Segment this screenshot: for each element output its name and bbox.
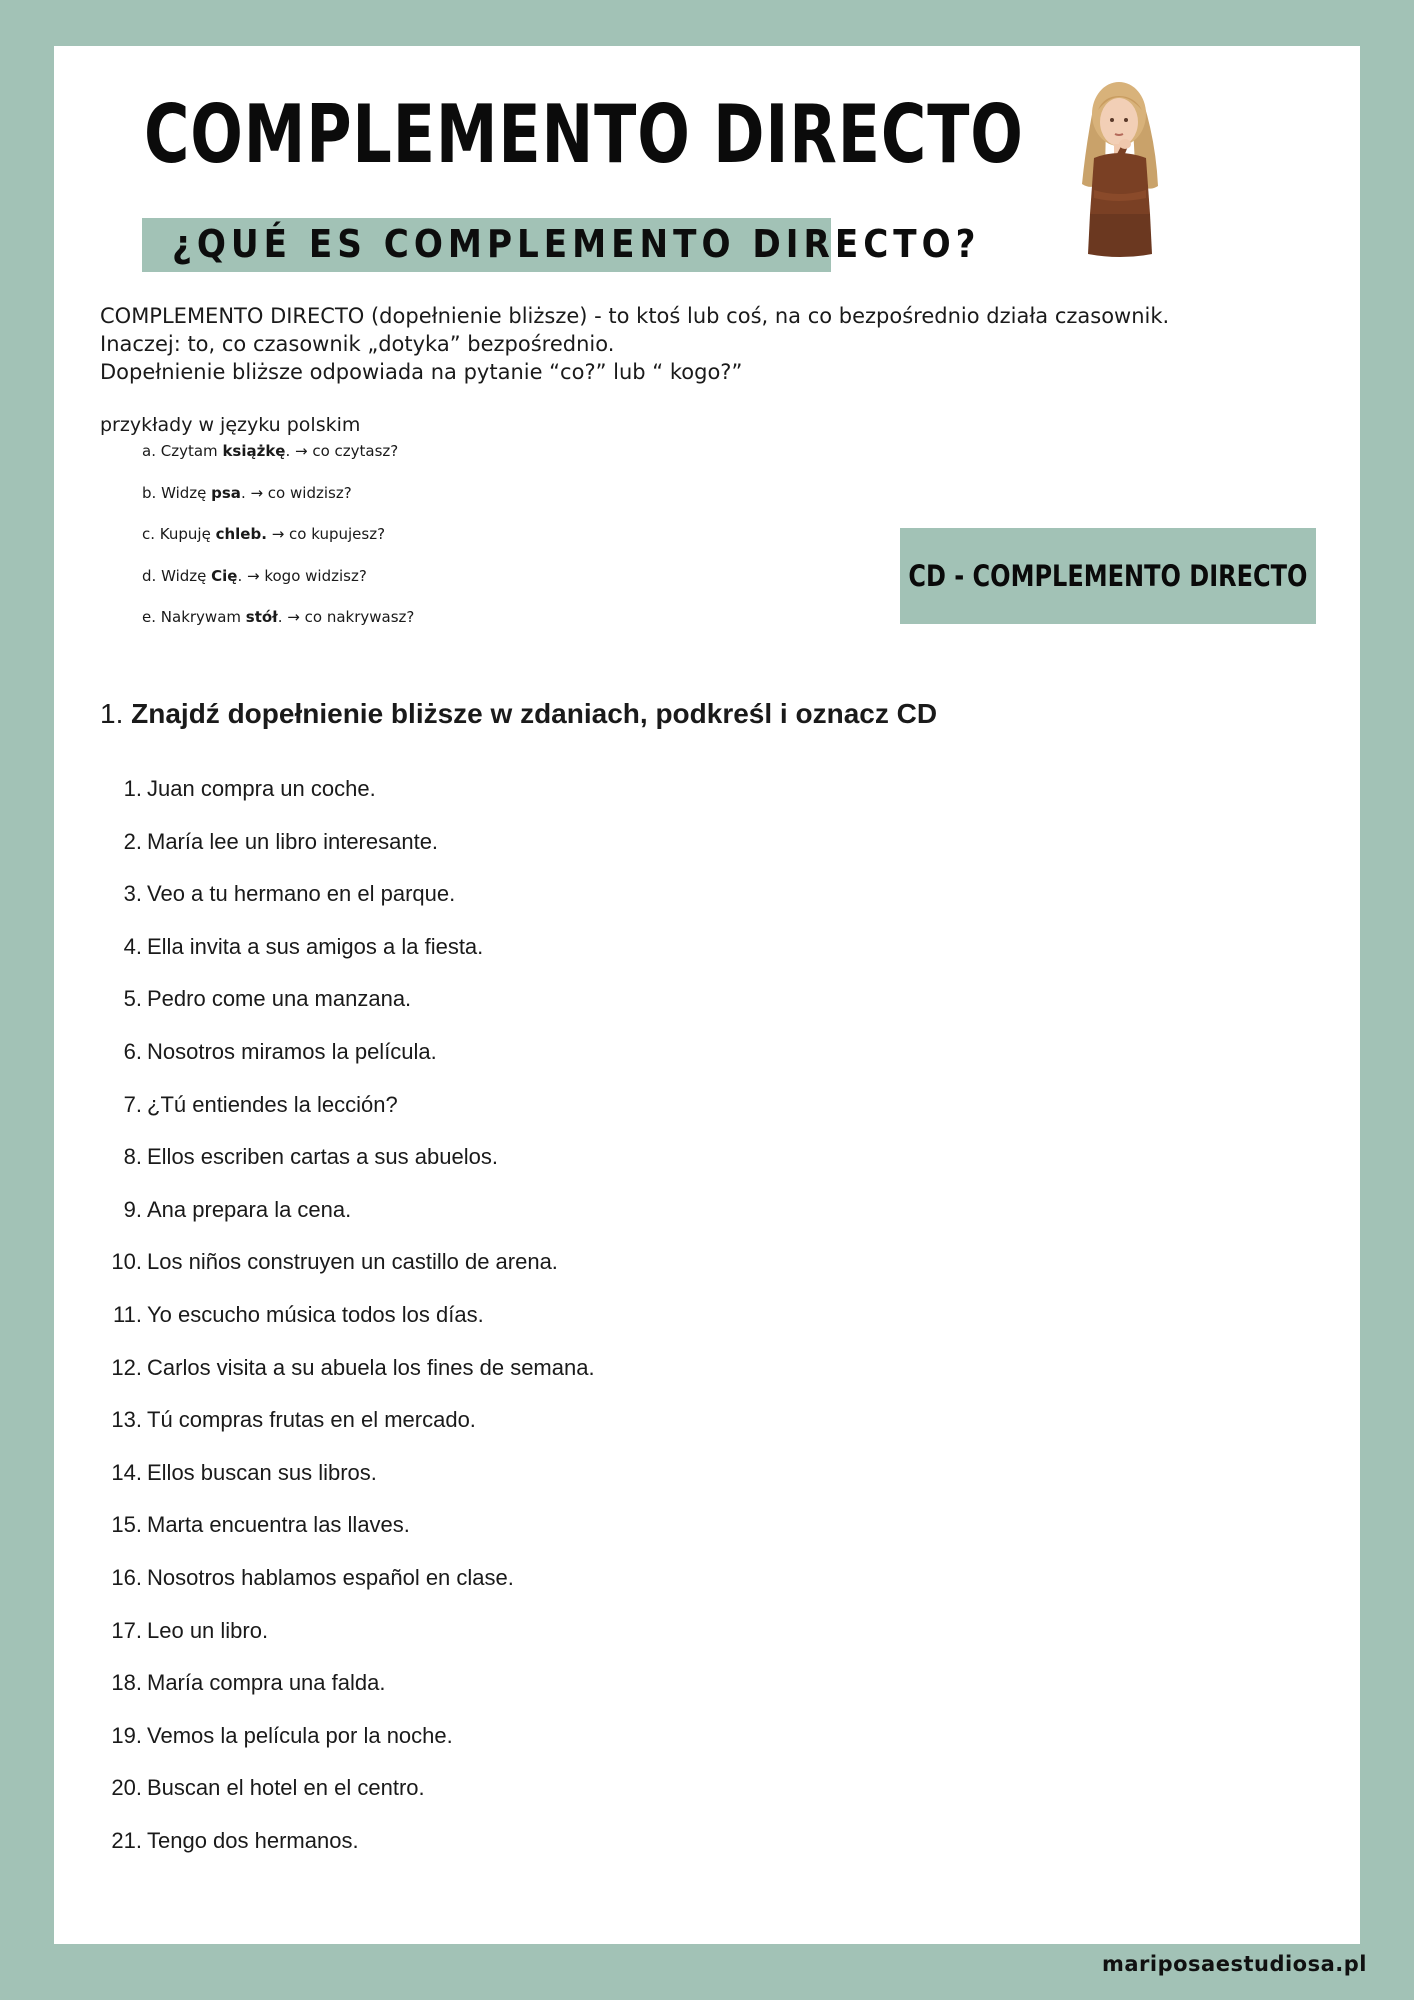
sentence-text: Veo a tu hermano en el parque. <box>147 881 456 907</box>
sentence-text: Ella invita a sus amigos a la fiesta. <box>147 933 484 959</box>
sentence-number: 13. <box>111 1407 142 1433</box>
example-question: → co kupujesz? <box>266 525 386 543</box>
sentence-text: Pedro come una manzana. <box>147 986 412 1012</box>
example-item <box>142 567 414 609</box>
sentence-text: ¿Tú entiendes la lección? <box>147 1091 398 1117</box>
example-marker: d. <box>142 566 157 585</box>
example-direct-object: psa <box>211 483 241 502</box>
example-marker: b. <box>142 483 157 502</box>
sentence-number: 6. <box>123 1038 142 1064</box>
example-text: Nakrywam <box>160 608 246 626</box>
definition-line-1: COMPLEMENTO DIRECTO (dopełnienie bliższe) - to ktoś lub coś, na co bezpośrednio działa czasownik. <box>100 304 1170 328</box>
example-direct-object: Cię <box>211 566 238 585</box>
example-text: Widzę <box>161 483 212 502</box>
sentence-number: 1. <box>123 776 142 801</box>
subtitle: ¿QUÉ ES COMPLEMENTO DIRECTO? <box>172 222 981 266</box>
sentence-number: 16. <box>111 1564 142 1590</box>
sentence-number: 9. <box>123 1196 142 1222</box>
example-direct-object: stół <box>245 608 278 626</box>
cd-definition-box <box>900 528 1316 624</box>
sentence-number: 3. <box>123 881 142 907</box>
example-text: Czytam <box>160 442 223 460</box>
example-question: . → co nakrywasz? <box>277 608 415 626</box>
website-footer: mariposaestudiosa.pl <box>1101 1952 1367 1976</box>
sentence-text: Marta encuentra las llaves. <box>147 1512 410 1538</box>
example-direct-object: książkę <box>222 442 286 460</box>
sentence-number: 15. <box>111 1512 142 1538</box>
example-direct-object: chleb. <box>215 525 267 543</box>
example-text: Widzę <box>161 566 212 585</box>
example-item <box>142 442 414 484</box>
sentence-text: Leo un libro. <box>147 1617 269 1643</box>
sentence-text: Buscan el hotel en el centro. <box>147 1775 425 1801</box>
sentence-text: Nosotros hablamos español en clase. <box>147 1564 514 1590</box>
example-question: . → kogo widzisz? <box>237 566 367 585</box>
sentence-text: Carlos visita a su abuela los fines de semana. <box>147 1354 595 1380</box>
definition-text <box>100 302 1300 386</box>
page-title: COMPLEMENTO DIRECTO <box>144 88 1024 181</box>
exercise-number: 1. <box>100 698 124 729</box>
sentence-number: 19. <box>111 1722 142 1748</box>
example-item <box>142 484 414 526</box>
exercise-instruction <box>100 698 937 730</box>
sentence-text: María compra una falda. <box>147 1670 386 1696</box>
sentence-number: 5. <box>123 986 142 1012</box>
sentence-number: 17. <box>111 1617 142 1643</box>
example-question: . → co czytasz? <box>285 442 399 460</box>
example-text: Kupuję <box>159 525 216 543</box>
examples-list <box>142 442 414 650</box>
sentence-number: 21. <box>111 1827 142 1853</box>
example-item <box>142 525 414 567</box>
sentence-number: 4. <box>123 933 142 959</box>
sentence-text: Tú compras frutas en el mercado. <box>147 1407 476 1433</box>
sentence-number: 20. <box>111 1775 142 1801</box>
sentence-number: 12. <box>111 1354 142 1380</box>
sentence-text: Tengo dos hermanos. <box>147 1827 359 1853</box>
sentence-number: 7. <box>123 1091 142 1117</box>
sentence-number: 14. <box>111 1459 142 1485</box>
cd-definition-label: CD - COMPLEMENTO DIRECTO <box>908 559 1308 593</box>
sentence-text: Los niños construyen un castillo de arena. <box>147 1249 558 1275</box>
sentence-text: Juan compra un coche. <box>147 776 376 801</box>
example-marker: a. <box>142 442 156 460</box>
sentence-text: Ana prepara la cena. <box>147 1196 352 1222</box>
exercise-instruction-text: Znajdź dopełnienie bliższe w zdaniach, podkreśl i oznacz CD <box>131 698 938 729</box>
example-marker: e. <box>142 608 156 626</box>
sentence-number: 11. <box>113 1301 142 1327</box>
sentence-text: Yo escucho música todos los días. <box>147 1301 484 1327</box>
example-item <box>142 608 414 650</box>
sentence-number: 2. <box>123 828 142 854</box>
worksheet-page <box>54 46 1360 1944</box>
sentence-text: Ellos escriben cartas a sus abuelos. <box>147 1144 498 1170</box>
thinking-woman-illustration <box>1064 74 1174 260</box>
example-marker: c. <box>142 525 156 543</box>
sentence-text: Vemos la película por la noche. <box>147 1722 453 1748</box>
sentence-text: Nosotros miramos la película. <box>147 1038 437 1064</box>
sentence-number: 8. <box>123 1144 142 1170</box>
sentence-number: 10. <box>111 1249 142 1275</box>
sentence-number: 18. <box>111 1670 142 1696</box>
sentence-text: Ellos buscan sus libros. <box>147 1459 377 1485</box>
example-question: . → co widzisz? <box>240 483 352 502</box>
definition-line-2: Inaczej: to, co czasownik „dotyka” bezpośrednio. <box>100 332 615 356</box>
definition-line-3: Dopełnienie bliższe odpowiada na pytanie “co?” lub “ kogo?” <box>100 360 743 384</box>
examples-heading: przykłady w języku polskim <box>100 414 361 436</box>
sentence-text: María lee un libro interesante. <box>147 828 439 854</box>
